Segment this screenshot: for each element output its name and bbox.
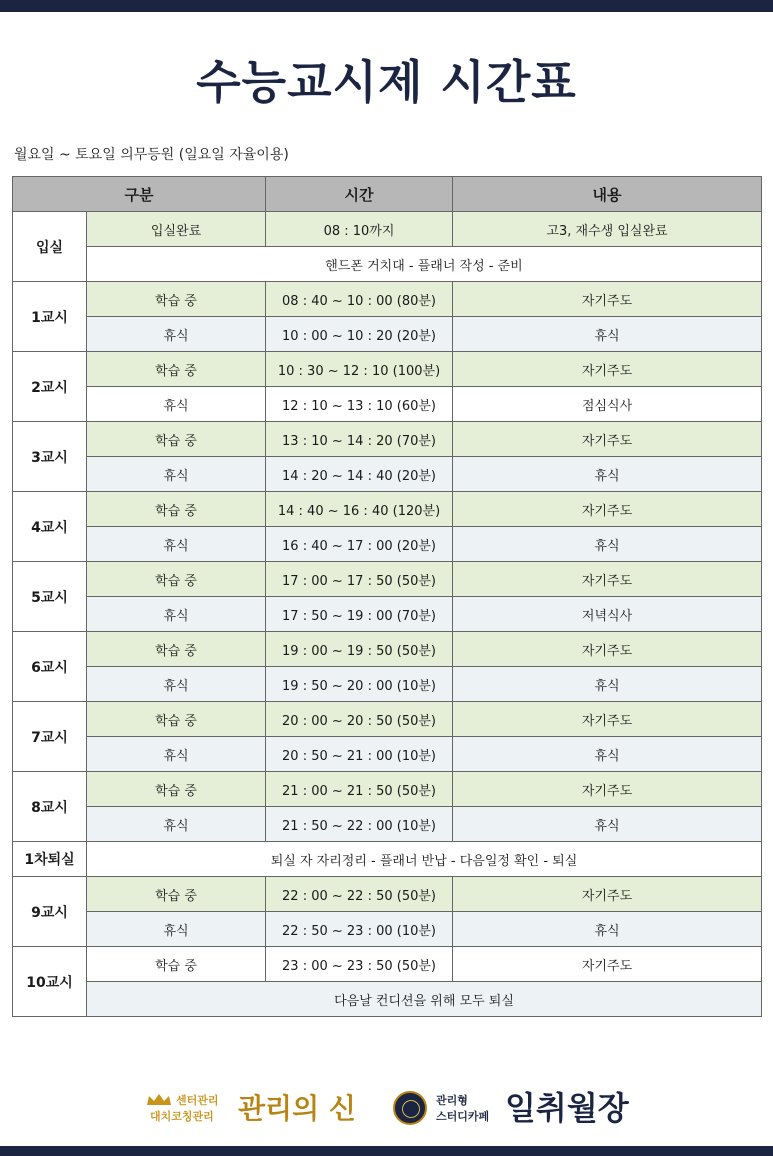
status-cell: 휴식 xyxy=(87,317,266,352)
table-row xyxy=(13,422,762,457)
page-title: 수능교시제 시간표 xyxy=(196,55,577,109)
top-bar xyxy=(0,0,773,12)
status-cell: 학습 중 xyxy=(87,772,266,807)
header-row xyxy=(13,177,762,212)
time-cell: 08 : 40 ~ 10 : 00 (80분) xyxy=(266,282,453,317)
content-cell: 자기주도 xyxy=(453,947,762,982)
content-cell: 휴식 xyxy=(453,807,762,842)
period-label: 10교시 xyxy=(13,947,87,1017)
status-cell: 휴식 xyxy=(87,667,266,702)
status-cell: 학습 중 xyxy=(87,562,266,597)
seal-emblem-icon xyxy=(393,1091,427,1125)
table-row xyxy=(13,667,762,702)
header-time: 시간 xyxy=(266,177,453,212)
period-label: 5교시 xyxy=(13,562,87,632)
time-cell: 19 : 50 ~ 20 : 00 (10분) xyxy=(266,667,453,702)
table-row xyxy=(13,527,762,562)
table-row xyxy=(13,562,762,597)
status-cell: 입실완료 xyxy=(87,212,266,247)
time-cell: 16 : 40 ~ 17 : 00 (20분) xyxy=(266,527,453,562)
brand2-line2: 스터디카페 xyxy=(436,1110,490,1123)
time-cell: 14 : 40 ~ 16 : 40 (120분) xyxy=(266,492,453,527)
period-label: 1교시 xyxy=(13,282,87,352)
period-label: 1차퇴실 xyxy=(13,842,87,877)
crown-icon xyxy=(146,1093,172,1107)
time-cell: 10 : 30 ~ 12 : 10 (100분) xyxy=(266,352,453,387)
brand1-line1: 센터관리 xyxy=(176,1094,219,1107)
content-cell: 자기주도 xyxy=(453,632,762,667)
content-cell: 자기주도 xyxy=(453,422,762,457)
status-cell: 휴식 xyxy=(87,527,266,562)
table-row xyxy=(13,317,762,352)
content-cell: 점심식사 xyxy=(453,387,762,422)
content-cell: 고3, 재수생 입실완료 xyxy=(453,212,762,247)
status-cell: 휴식 xyxy=(87,912,266,947)
table-row xyxy=(13,632,762,667)
content-cell: 자기주도 xyxy=(453,492,762,527)
period-label: 7교시 xyxy=(13,702,87,772)
content-cell: 휴식 xyxy=(453,457,762,492)
status-cell: 학습 중 xyxy=(87,282,266,317)
table-row xyxy=(13,247,762,282)
status-cell: 학습 중 xyxy=(87,947,266,982)
brand1-name: 관리의 신 xyxy=(238,1092,356,1125)
time-cell: 23 : 00 ~ 23 : 50 (50분) xyxy=(266,947,453,982)
content-cell: 휴식 xyxy=(453,912,762,947)
period-label: 6교시 xyxy=(13,632,87,702)
time-cell: 22 : 50 ~ 23 : 00 (10분) xyxy=(266,912,453,947)
bottom-bar xyxy=(0,1146,773,1156)
brand2-name: 일취월장 xyxy=(505,1089,629,1127)
table-row xyxy=(13,212,762,247)
brand2-line1: 관리형 xyxy=(436,1094,468,1107)
content-cell: 자기주도 xyxy=(453,877,762,912)
time-cell: 13 : 10 ~ 14 : 20 (70분) xyxy=(266,422,453,457)
status-cell: 학습 중 xyxy=(87,632,266,667)
table-row xyxy=(13,842,762,877)
time-cell: 19 : 00 ~ 19 : 50 (50분) xyxy=(266,632,453,667)
time-cell: 21 : 00 ~ 21 : 50 (50분) xyxy=(266,772,453,807)
status-cell: 학습 중 xyxy=(87,422,266,457)
content-cell: 휴식 xyxy=(453,667,762,702)
time-cell: 22 : 00 ~ 22 : 50 (50분) xyxy=(266,877,453,912)
time-cell: 20 : 50 ~ 21 : 00 (10분) xyxy=(266,737,453,772)
table-row xyxy=(13,387,762,422)
content-cell: 자기주도 xyxy=(453,562,762,597)
header-content: 내용 xyxy=(453,177,762,212)
status-cell: 휴식 xyxy=(87,597,266,632)
time-cell: 12 : 10 ~ 13 : 10 (60분) xyxy=(266,387,453,422)
content-cell: 휴식 xyxy=(453,317,762,352)
period-label: 2교시 xyxy=(13,352,87,422)
timetable xyxy=(12,176,762,1017)
header-category: 구분 xyxy=(13,177,266,212)
content-cell: 자기주도 xyxy=(453,702,762,737)
status-cell: 학습 중 xyxy=(87,877,266,912)
period-label: 4교시 xyxy=(13,492,87,562)
note-cell: 퇴실 자 자리정리 - 플래너 반납 - 다음일정 확인 - 퇴실 xyxy=(87,842,762,877)
note-cell: 다음날 컨디션을 위해 모두 퇴실 xyxy=(87,982,762,1017)
table-row xyxy=(13,702,762,737)
status-cell: 학습 중 xyxy=(87,352,266,387)
brand1-line2: 대치코칭관리 xyxy=(150,1110,214,1123)
table-row xyxy=(13,492,762,527)
status-cell: 학습 중 xyxy=(87,702,266,737)
period-label: 8교시 xyxy=(13,772,87,842)
table-row xyxy=(13,772,762,807)
schedule-subtitle: 월요일 ~ 토요일 의무등원 (일요일 자율이용) xyxy=(14,147,289,163)
status-cell: 휴식 xyxy=(87,737,266,772)
time-cell: 21 : 50 ~ 22 : 00 (10분) xyxy=(266,807,453,842)
content-cell: 휴식 xyxy=(453,737,762,772)
time-cell: 17 : 50 ~ 19 : 00 (70분) xyxy=(266,597,453,632)
content-cell: 휴식 xyxy=(453,527,762,562)
content-cell: 자기주도 xyxy=(453,772,762,807)
seal-inner-ring xyxy=(402,1100,420,1118)
table-row xyxy=(13,807,762,842)
table-row xyxy=(13,457,762,492)
table-row xyxy=(13,352,762,387)
table-row xyxy=(13,597,762,632)
table-row xyxy=(13,947,762,982)
status-cell: 휴식 xyxy=(87,457,266,492)
status-cell: 학습 중 xyxy=(87,492,266,527)
time-cell: 10 : 00 ~ 10 : 20 (20분) xyxy=(266,317,453,352)
table-row xyxy=(13,877,762,912)
content-cell: 자기주도 xyxy=(453,352,762,387)
time-cell: 14 : 20 ~ 14 : 40 (20분) xyxy=(266,457,453,492)
content-cell: 저녁식사 xyxy=(453,597,762,632)
time-cell: 17 : 00 ~ 17 : 50 (50분) xyxy=(266,562,453,597)
note-cell: 핸드폰 거치대 - 플래너 작성 - 준비 xyxy=(87,247,762,282)
period-label: 9교시 xyxy=(13,877,87,947)
time-cell: 20 : 00 ~ 20 : 50 (50분) xyxy=(266,702,453,737)
status-cell: 휴식 xyxy=(87,387,266,422)
table-row xyxy=(13,737,762,772)
status-cell: 휴식 xyxy=(87,807,266,842)
table-row xyxy=(13,282,762,317)
table-row xyxy=(13,982,762,1017)
period-label: 입실 xyxy=(13,212,87,282)
content-cell: 자기주도 xyxy=(453,282,762,317)
time-cell: 08 : 10까지 xyxy=(266,212,453,247)
table-row xyxy=(13,912,762,947)
period-label: 3교시 xyxy=(13,422,87,492)
